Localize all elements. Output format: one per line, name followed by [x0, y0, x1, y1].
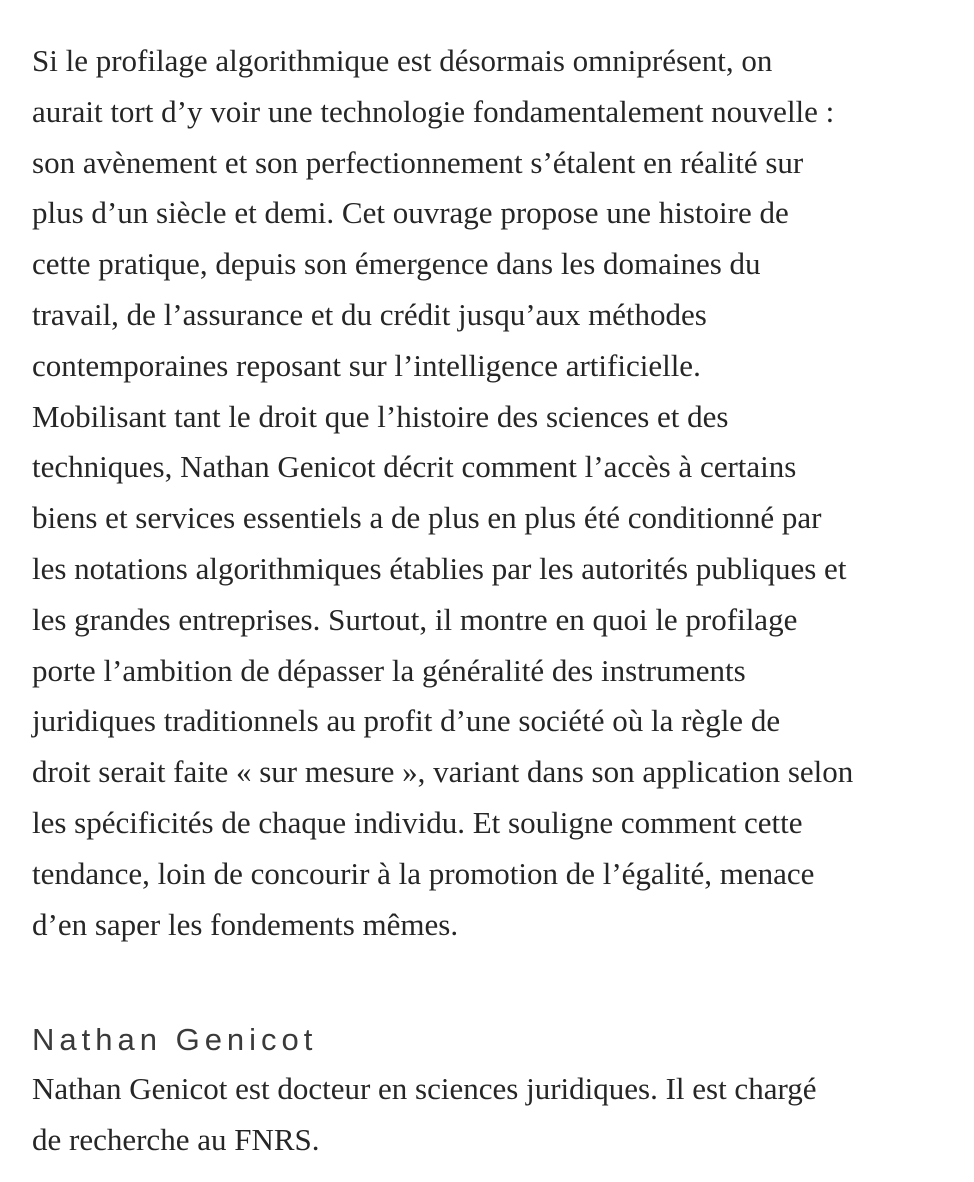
summary-line: Si le profilage algorithmique est désormais omniprésent, on — [32, 43, 773, 78]
summary-line: plus d’un siècle et demi. Cet ouvrage propose une histoire de — [32, 195, 789, 231]
summary-line: les grandes entreprises. Surtout, il montre en quoi le profilage — [32, 601, 798, 637]
summary-line: biens et services essentiels a de plus en plus été conditionné par — [32, 500, 822, 536]
author-bio — [32, 1064, 960, 1166]
summary-line: droit serait faite « sur mesure », variant dans son application selon — [32, 754, 854, 790]
book-summary — [32, 36, 960, 950]
summary-line: cette pratique, depuis son émergence dans les domaines du — [32, 246, 761, 282]
summary-line: les notations algorithmiques établies par les autorités publiques et — [32, 550, 847, 586]
summary-line: porte l’ambition de dépasser la généralité des instruments — [32, 652, 746, 688]
author-name: Nathan Genicot — [32, 1022, 318, 1058]
summary-line: aurait tort d’y voir une technologie fondamentalement nouvelle : — [32, 93, 835, 129]
summary-line: Mobilisant tant le droit que l’histoire des sciences et des — [32, 398, 729, 434]
book-description-page — [32, 36, 960, 1166]
summary-line: juridiques traditionnels au profit d’une société où la règle de — [32, 703, 781, 739]
summary-line: d’en saper les fondements mêmes. — [32, 906, 459, 942]
bio-line: Nathan Genicot est docteur en sciences juridiques. Il est chargé — [32, 1071, 817, 1107]
summary-line: tendance, loin de concourir à la promotion de l’égalité, menace — [32, 855, 815, 891]
summary-line: contemporaines reposant sur l’intelligence artificielle. — [32, 347, 701, 383]
author-section — [32, 1016, 960, 1166]
summary-line: son avènement et son perfectionnement s’étalent en réalité sur — [32, 144, 804, 180]
summary-line: travail, de l’assurance et du crédit jusqu’aux méthodes — [32, 296, 707, 332]
summary-line: les spécificités de chaque individu. Et souligne comment cette — [32, 804, 803, 840]
bio-line: de recherche au FNRS. — [32, 1122, 320, 1158]
summary-line: techniques, Nathan Genicot décrit comment l’accès à certains — [32, 449, 797, 485]
